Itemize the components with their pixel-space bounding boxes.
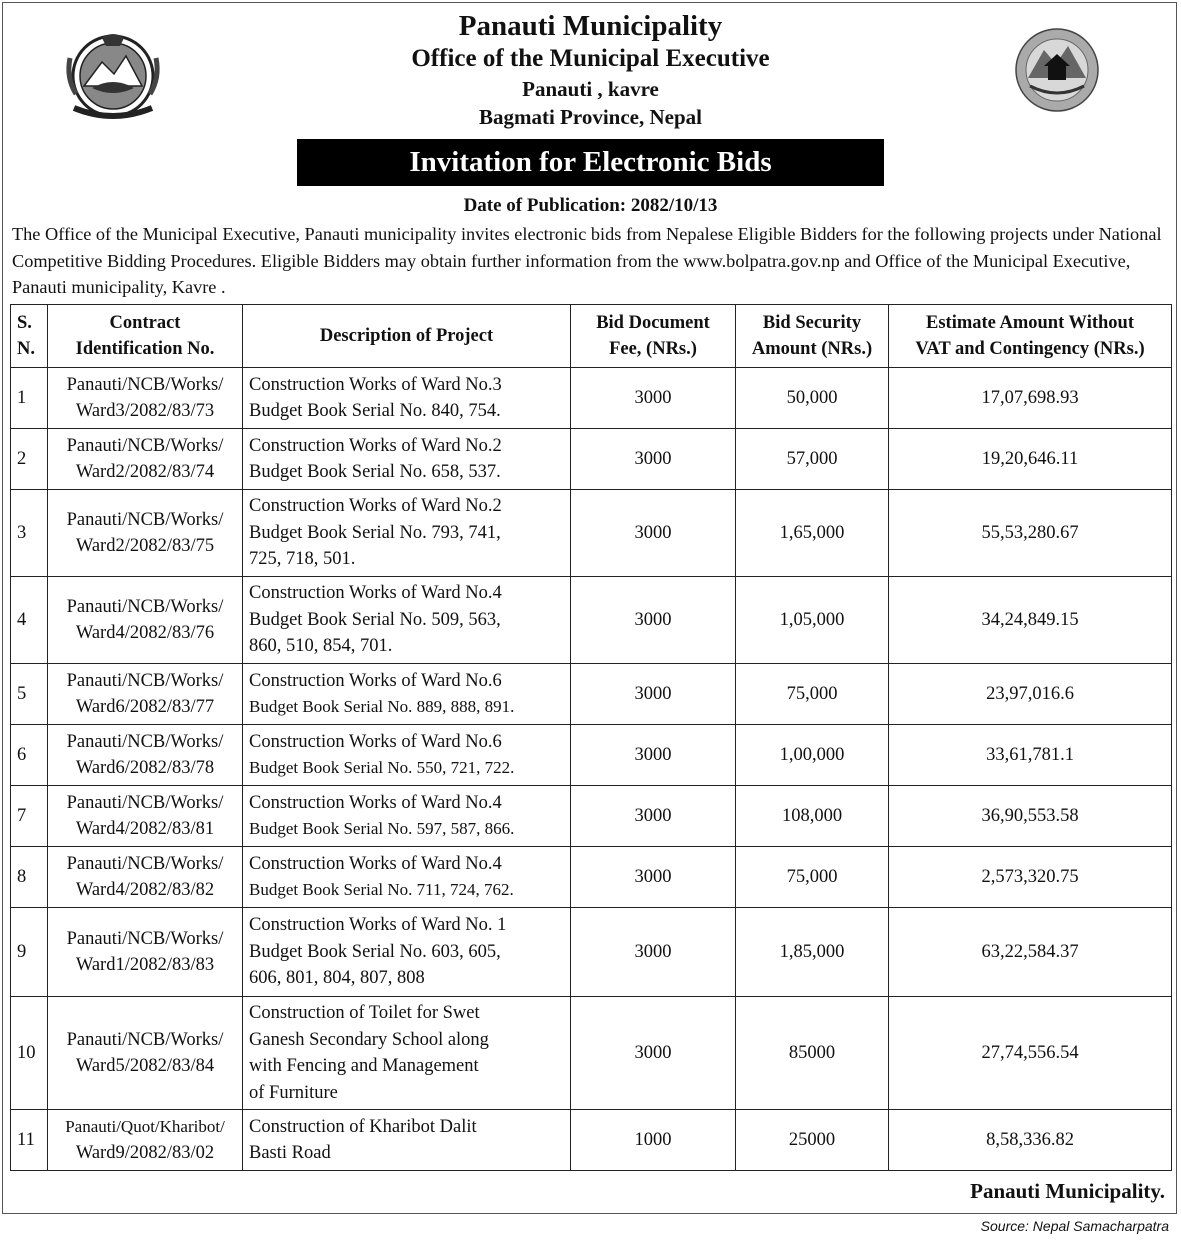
table-row: 7 Panauti/NCB/Works/ Ward4/2082/83/81 Construction Works of Ward No.4 Budget Book Serial No. 597, 587, 866. 3000 108,000 36,90,553.58: [11, 786, 1172, 847]
location-line: Panauti , kavre: [522, 77, 659, 102]
table-row: 4 Panauti/NCB/Works/ Ward4/2082/83/76 Construction Works of Ward No.4 Budget Book Serial No. 509, 563, 860, 510, 854, 701. 3000 1,05,000 34,24,849.15: [11, 577, 1172, 664]
table-row: 2 Panauti/NCB/Works/ Ward2/2082/83/74 Construction Works of Ward No.2 Budget Book Serial No. 658, 537. 3000 57,000 19,20,646.11: [11, 429, 1172, 490]
table-row: 6 Panauti/NCB/Works/ Ward6/2082/83/78 Construction Works of Ward No.6 Budget Book Serial No. 550, 721, 722. 3000 1,00,000 33,61,781.1: [11, 725, 1172, 786]
table-header-row: [11, 305, 1172, 368]
bids-table: [10, 304, 1172, 1171]
issuer-signature: Panauti Municipality.: [970, 1179, 1165, 1203]
table-row: 8 Panauti/NCB/Works/ Ward4/2082/83/82 Construction Works of Ward No.4 Budget Book Serial No. 711, 724, 762. 3000 75,000 2,573,320.75: [11, 847, 1172, 908]
office-name: Office of the Municipal Executive: [411, 45, 770, 73]
province-line: Bagmati Province, Nepal: [478, 105, 702, 130]
header-description: Description of Project: [243, 305, 571, 368]
table-row: 3 Panauti/NCB/Works/ Ward2/2082/83/75 Construction Works of Ward No.2 Budget Book Serial No. 793, 741, 725, 718, 501. 3000 1,65,000 55,53,280.67: [11, 490, 1172, 577]
table-row: 10 Panauti/NCB/Works/ Ward5/2082/83/84 Construction of Toilet for Swet Ganesh Secondary School along with Fencing and Management of Furniture 3000 85000 27,74,556.54: [11, 997, 1172, 1110]
source-credit: Source: Nepal Samacharpatra: [980, 1218, 1169, 1234]
table-row: 5 Panauti/NCB/Works/ Ward6/2082/83/77 Construction Works of Ward No.6 Budget Book Serial No. 889, 888, 891. 3000 75,000 23,97,016.6: [11, 664, 1172, 725]
header-contract-id: Contract Identification No.: [48, 305, 243, 368]
intro-paragraph: The Office of the Municipal Executive, Panauti municipality invites electronic bids from Nepalese Eligible Bidders for the following projects under National Competitive Bidding Procedures. Eligible Bidders may obtain further information from the www.bolpatra.gov.np and Office of the Municipal Executive, Panauti municipality, Kavre .: [12, 224, 1162, 297]
header-estimate: Estimate Amount Without VAT and Contingency (NRs.): [889, 305, 1172, 368]
header-security: Bid Security Amount (NRs.): [736, 305, 889, 368]
publication-date: Date of Publication: 2082/10/13: [463, 195, 718, 216]
municipality-name: Panauti Municipality: [458, 10, 723, 42]
header-sn: S. N.: [11, 305, 48, 368]
letterhead: [0, 10, 1181, 129]
table-row: 9 Panauti/NCB/Works/ Ward1/2082/83/83 Construction Works of Ward No. 1 Budget Book Serial No. 603, 605, 606, 801, 804, 807, 808 3000 1,85,000 63,22,584.37: [11, 908, 1172, 997]
table-row: 1 Panauti/NCB/Works/ Ward3/2082/83/73 Construction Works of Ward No.3 Budget Book Serial No. 840, 754. 3000 50,000 17,07,698.93: [11, 368, 1172, 429]
notice-title-banner: Invitation for Electronic Bids: [297, 139, 884, 186]
table-row: 11 Panauti/Quot/Kharibot/ Ward9/2082/83/02 Construction of Kharibot Dalit Basti Road 1000 25000 8,58,336.82: [11, 1110, 1172, 1171]
header-fee: Bid Document Fee, (NRs.): [571, 305, 736, 368]
